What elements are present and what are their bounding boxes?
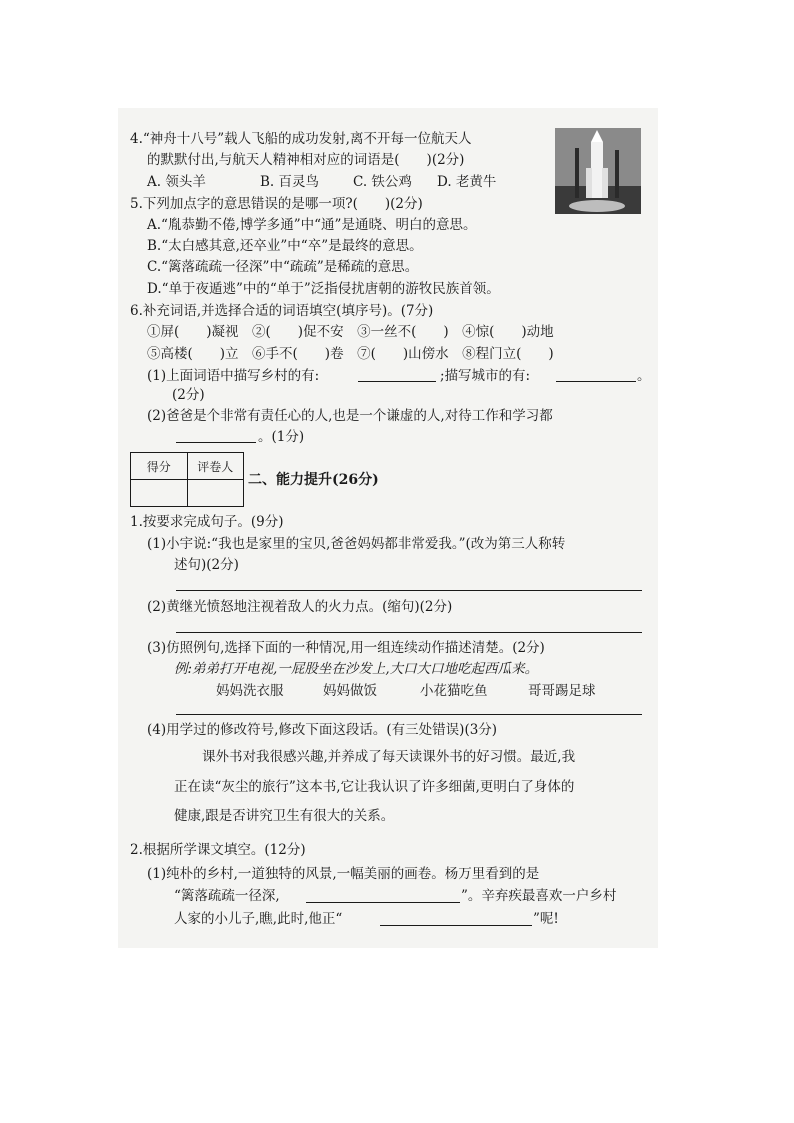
p2-line3-end: ”呢! (533, 911, 559, 927)
p2-line2-end: ”。辛弃疾最喜欢一户乡村 (461, 888, 617, 904)
p2-line2-start: “篱落疏疏一径深, (174, 888, 280, 904)
p1-s2: (2)黄继光愤怒地注视着敌人的火力点。(缩句)(2分) (147, 599, 453, 615)
p1-choice-4: 哥哥踢足球 (528, 683, 596, 699)
section2-title: 二、能力提升(26分) (248, 472, 379, 488)
p1-s1-answer-line[interactable] (176, 590, 642, 591)
q6-words-row2: ⑤高楼( )立 ⑥手不( )卷 ⑦( )山傍水 ⑧程门立( ) (147, 346, 554, 362)
rocket-launch-photo (555, 128, 641, 214)
q4-option-b: B. 百灵鸟 (260, 174, 320, 190)
p1-choice-1: 妈妈洗衣服 (216, 683, 284, 699)
p1-s1-line1: (1)小宇说:“我也是家里的宝贝,爸爸妈妈都非常爱我。”(改为第三人称转 (147, 536, 566, 552)
p1-s3: (3)仿照例句,选择下面的一种情况,用一组连续动作描述清楚。(2分) (147, 640, 545, 656)
q6-rural-answer-line[interactable] (358, 381, 436, 382)
q5-title: 5.下列加点字的意思错误的是哪一项?( )(2分) (130, 196, 423, 212)
q4-line1: 4.“神舟十八号”载人飞船的成功发射,离不开每一位航天人 (130, 131, 472, 147)
q6-words-row1: ①屏( )凝视 ②( )促不安 ③一丝不( ) ④惊( )动地 (147, 324, 554, 340)
q5-option-c: C.“篱落疏疏一径深”中“疏疏”是稀疏的意思。 (147, 259, 419, 275)
p1-choice-3: 小花猫吃鱼 (420, 683, 488, 699)
q6-city-answer-line[interactable] (556, 381, 636, 382)
q6-sub2-text: (2)爸爸是个非常有责任心的人,也是一个谦虚的人,对待工作和学习都 (147, 408, 553, 424)
q5-option-b: B.“太白感其意,还卒业”中“卒”是最终的意思。 (147, 238, 423, 254)
p1-example: 例:弟弟打开电视,一屁股坐在沙发上,大口大口地吃起西瓜来。 (174, 661, 539, 677)
p1-title: 1.按要求完成句子。(9分) (130, 514, 284, 530)
reviewer-label: 评卷人 (187, 453, 244, 480)
p1-paragraph-line1: 课外书对我很感兴趣,并养成了每天读课外书的好习惯。最近,我 (202, 749, 576, 765)
p1-s1-line2: 述句)(2分) (174, 557, 239, 573)
p1-s3-answer-line[interactable] (176, 714, 642, 715)
p2-line1: (1)纯朴的乡村,一道独特的风景,一幅美丽的画卷。杨万里看到的是 (147, 866, 540, 882)
score-table (130, 452, 244, 507)
p2-line3-start: 人家的小儿子,瞧,此时,他正“ (174, 911, 343, 927)
q6-sub2-end: 。(1分) (258, 429, 305, 445)
q4-line2: 的默默付出,与航天人精神相对应的词语是( )(2分) (147, 152, 465, 168)
q4-option-c: C. 铁公鸡 (353, 174, 412, 190)
q4-option-a: A. 领头羊 (147, 174, 206, 190)
q6-sub1-end: 。 (637, 368, 651, 384)
p2-blank-2[interactable] (380, 925, 532, 926)
score-label: 得分 (131, 453, 188, 480)
q6-sub1-label: (1)上面词语中描写乡村的有: (147, 368, 320, 384)
p1-paragraph-line2: 正在读“灰尘的旅行”这本书,它让我认识了许多细菌,更明白了身体的 (174, 779, 575, 795)
q5-option-a: A.“胤恭勤不倦,博学多通”中“通”是通晓、明白的意思。 (147, 217, 477, 233)
q6-sub1-points: (2分) (172, 387, 205, 403)
q5-option-d: D.“单于夜遁逃”中的“单于”泛指侵扰唐朝的游牧民族首领。 (147, 281, 500, 297)
score-cell[interactable] (131, 480, 188, 507)
p1-s2-answer-line[interactable] (176, 632, 642, 633)
q6-sub1-mid: ;描写城市的有: (440, 368, 531, 384)
p2-title: 2.根据所学课文填空。(12分) (130, 842, 306, 858)
q6-sub2-answer-line[interactable] (176, 442, 256, 443)
p1-choice-2: 妈妈做饭 (323, 683, 377, 699)
q6-title: 6.补充词语,并选择合适的词语填空(填序号)。(7分) (130, 303, 434, 319)
p1-s4: (4)用学过的修改符号,修改下面这段话。(有三处错误)(3分) (147, 722, 498, 738)
reviewer-cell[interactable] (187, 480, 244, 507)
p1-paragraph-line3: 健康,跟是否讲究卫生有很大的关系。 (174, 808, 395, 824)
p2-blank-1[interactable] (306, 902, 460, 903)
q4-option-d: D. 老黄牛 (437, 174, 497, 190)
